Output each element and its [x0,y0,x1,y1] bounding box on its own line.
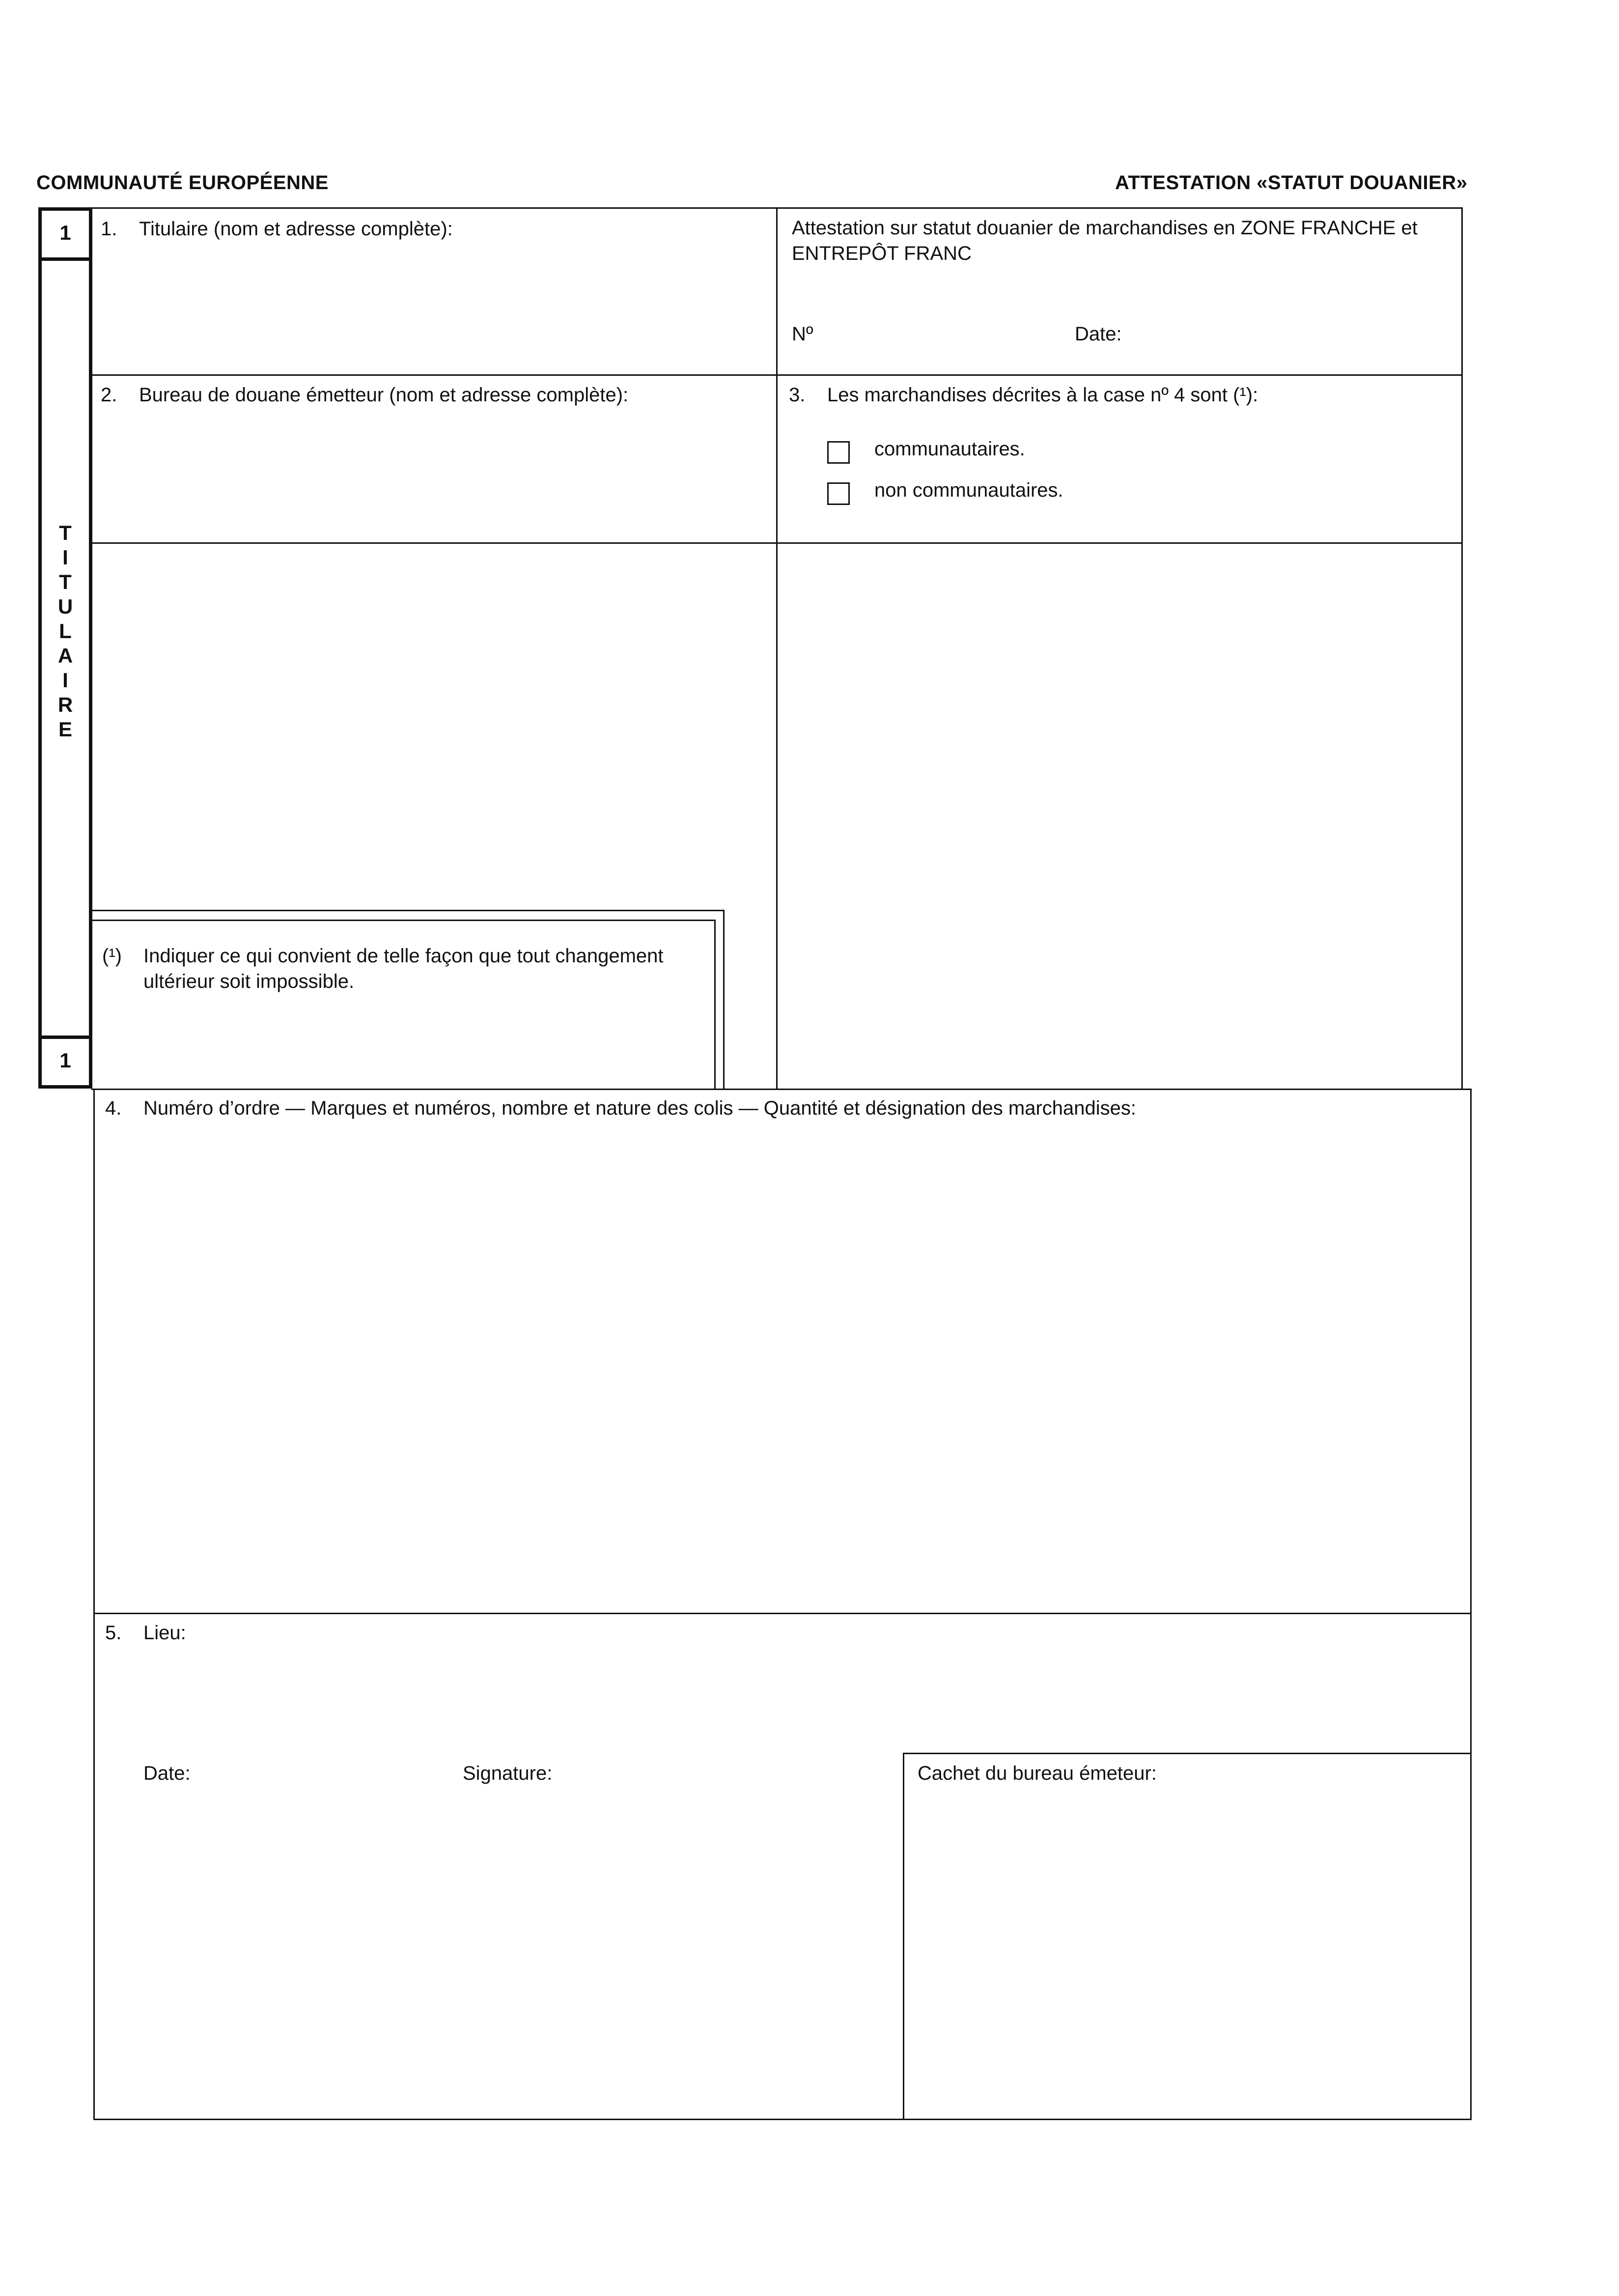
strip-letter: R [57,693,73,716]
box4-title [105,1095,1136,1121]
footnote-marker: (¹) [102,945,122,967]
attestation-line1: Attestation sur statut douanier de marchandises en ZONE FRANCHE et [792,217,1418,239]
strip-top-number: 1 [59,221,71,244]
lieu-label: Lieu: [143,1622,186,1644]
box4-number: 4. [105,1097,122,1119]
stamp-label: Cachet du bureau émeteur: [918,1763,1157,1784]
attestation-date-label: Date: [1075,323,1122,345]
attestation-text [792,215,1445,266]
box5-title [105,1620,186,1646]
non-communautaires-checkbox[interactable] [827,482,850,505]
grid-right-line [1461,207,1463,1090]
grid-line-3 [91,542,1463,544]
attestation-line2: ENTREPÔT FRANC [792,243,972,264]
footnote-text [143,943,703,994]
box3-title [789,382,1258,408]
box1-title [101,216,453,242]
strip-letter: L [59,619,72,643]
header-left: COMMUNAUTÉ EUROPÉENNE [36,172,329,194]
strip-letter: E [58,718,72,741]
footnote-line2: ultérieur soit impossible. [143,971,355,992]
attestation-number-label: Nº [792,323,813,345]
box5-date-label: Date: [143,1763,191,1784]
strip-bottom-number: 1 [59,1049,71,1072]
box2-label: Bureau de douane émetteur (nom et adresse complète): [139,384,629,406]
strip-letter: I [62,669,68,692]
box3-label: Les marchandises décrites à la case nº 4 sont (¹): [827,384,1258,406]
strip-letter: A [57,644,73,667]
footnote-frame-top-inner [91,920,715,921]
strip-top-divider [38,257,92,261]
footnote-frame-right-inner [714,920,716,1090]
lower-left-line [93,1089,95,2120]
grid-center-line [776,207,778,1090]
strip-bottom-divider [38,1036,92,1039]
footnote-frame-top [91,910,724,911]
strip-letter: U [57,595,73,618]
box5-top-line [93,1613,1472,1614]
strip-letter: T [59,570,72,593]
box4-label: Numéro d’ordre — Marques et numéros, nombre et nature des colis — Quantité et désignation des marchandises: [143,1097,1137,1119]
box4-top-line [91,1089,1472,1090]
box3-number: 3. [789,384,806,406]
strip-letter: T [59,521,72,544]
box2-title [101,382,628,408]
strip-letter: I [62,546,68,569]
lower-bottom-line [93,2119,1472,2120]
non-communautaires-label: non communautaires. [874,479,1063,501]
box5-number: 5. [105,1622,122,1644]
stamp-box-left-line [903,1753,904,2120]
footnote-line1: Indiquer ce qui convient de telle façon que tout changement [143,945,664,967]
footnote-frame-right [723,910,725,1090]
communautaires-label: communautaires. [874,438,1025,460]
box1-number: 1. [101,218,117,240]
grid-line-2 [91,374,1463,376]
header-right: ATTESTATION «STATUT DOUANIER» [1115,172,1468,194]
strip-vertical-label [42,521,89,742]
box1-label: Titulaire (nom et adresse complète): [139,218,453,240]
lower-right-line [1470,1089,1472,2120]
box2-number: 2. [101,384,117,406]
signature-label: Signature: [463,1763,553,1784]
communautaires-checkbox[interactable] [827,441,850,464]
stamp-box-top-line [903,1753,1472,1754]
